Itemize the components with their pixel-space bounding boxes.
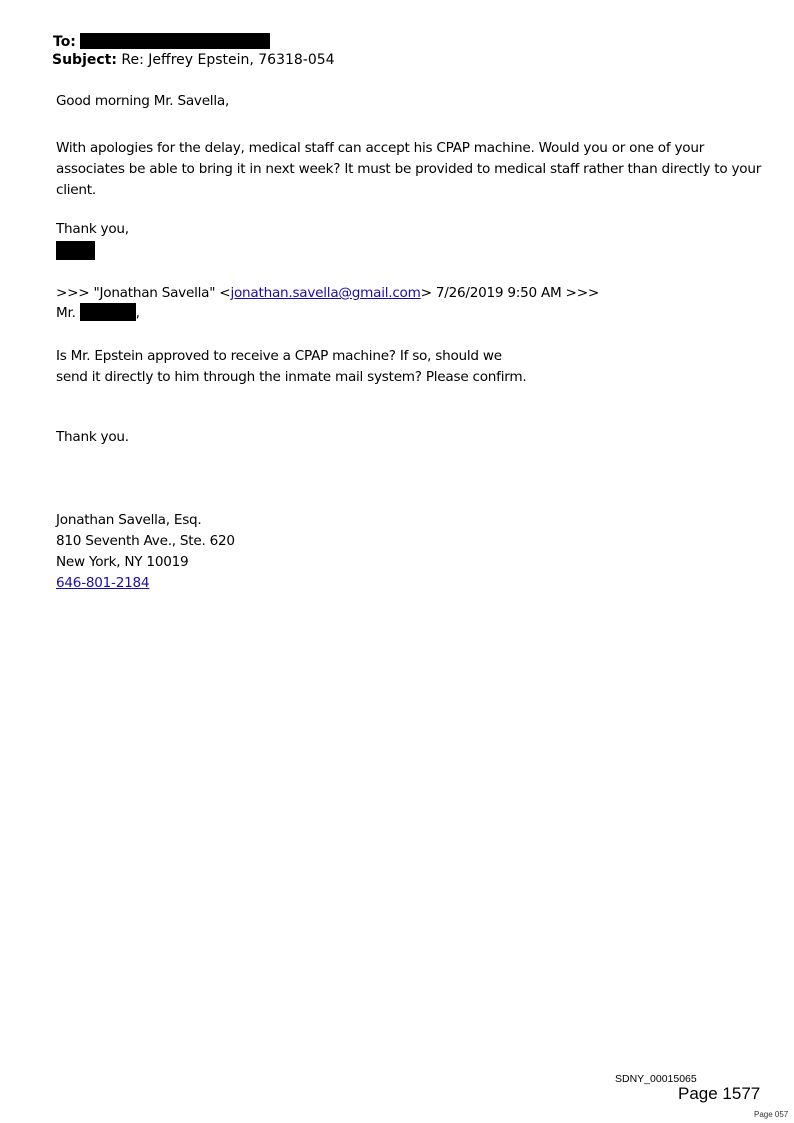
reply-paragraph bbox=[56, 138, 761, 201]
quoted-paragraph bbox=[56, 346, 526, 388]
quoted-closing bbox=[56, 427, 129, 448]
to-label: To: bbox=[53, 34, 76, 50]
reply-greeting bbox=[56, 91, 229, 112]
signature-name: Jonathan Savella, Esq. bbox=[56, 512, 202, 528]
signature-address-line2: New York, NY 10019 bbox=[56, 554, 189, 570]
salutation-suffix: , bbox=[135, 305, 140, 321]
quoted-header bbox=[56, 283, 599, 304]
subject-label: Subject: bbox=[52, 52, 117, 68]
small-page-marker: Page 057 bbox=[754, 1110, 789, 1119]
quoted-line: send it directly to him through the inmate mail system? Please confirm. bbox=[56, 369, 527, 385]
quoted-prefix: >>> "Jonathan Savella" < bbox=[56, 285, 231, 301]
redacted-recipient-name bbox=[80, 303, 136, 321]
sender-email-link[interactable]: jonathan.savella@gmail.com bbox=[230, 285, 421, 301]
salutation-prefix: Mr. bbox=[56, 305, 76, 321]
closing-text: Thank you, bbox=[56, 221, 129, 237]
subject-header bbox=[52, 51, 335, 69]
greeting-text: Good morning Mr. Savella, bbox=[56, 93, 230, 109]
subject-value: Re: Jeffrey Epstein, 76318-054 bbox=[121, 52, 335, 68]
quoted-suffix: > 7/26/2019 9:50 AM >>> bbox=[420, 285, 599, 301]
quoted-closing-text: Thank you. bbox=[56, 429, 129, 445]
reply-closing bbox=[56, 219, 129, 240]
bates-number: SDNY_00015065 bbox=[615, 1073, 697, 1085]
sender-signature-block bbox=[56, 510, 235, 594]
reply-line: With apologies for the delay, medical staff can accept his CPAP machine. Would you or one of your bbox=[56, 140, 705, 156]
page-number: Page 1577 bbox=[678, 1084, 761, 1103]
redacted-recipient bbox=[80, 33, 270, 49]
reply-line: associates be able to bring it in next week? It must be provided to medical staff rather than directly to your bbox=[56, 161, 762, 177]
reply-line: client. bbox=[56, 182, 96, 198]
signature-address-line1: 810 Seventh Ave., Ste. 620 bbox=[56, 533, 235, 549]
signature-phone-link[interactable]: 646-801-2184 bbox=[56, 575, 150, 591]
quoted-line: Is Mr. Epstein approved to receive a CPAP machine? If so, should we bbox=[56, 348, 502, 364]
redacted-sender-signature bbox=[56, 241, 95, 260]
quoted-salutation bbox=[56, 303, 140, 324]
to-header bbox=[53, 33, 270, 51]
